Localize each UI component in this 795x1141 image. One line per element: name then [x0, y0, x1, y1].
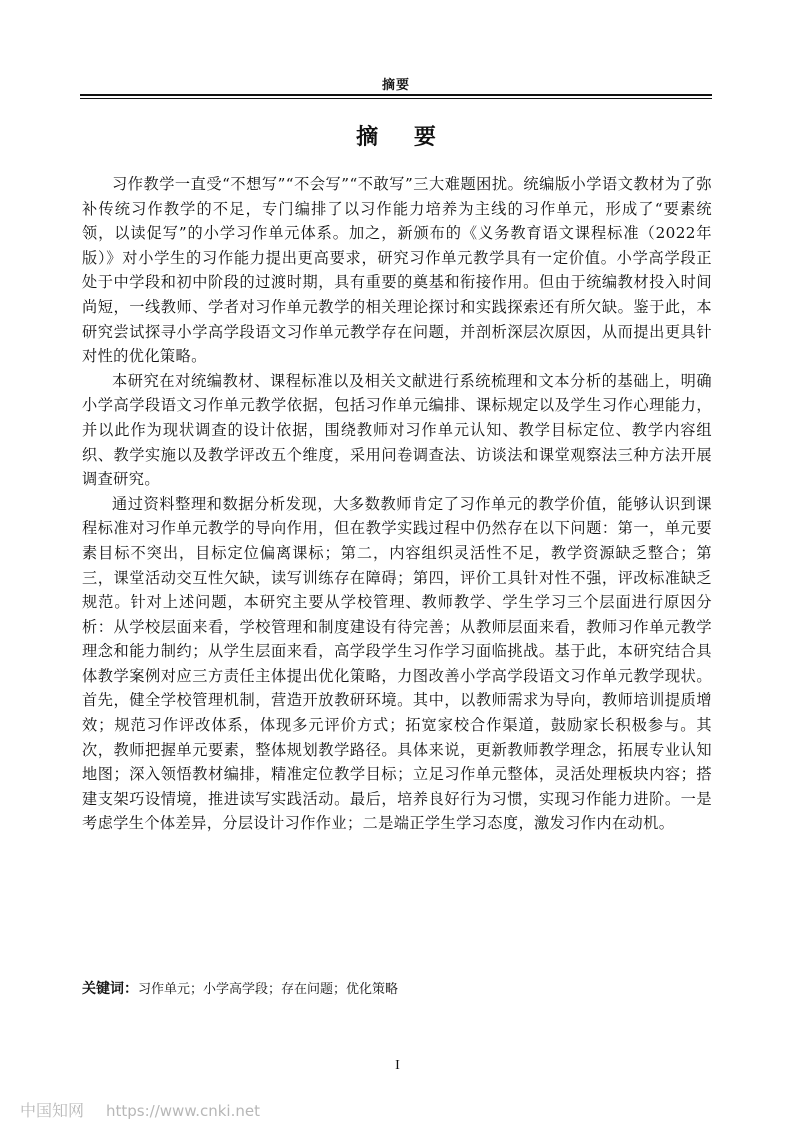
header-rule-thin: [80, 98, 712, 99]
keywords-terms: 习作单元；小学高学段；存在问题；优化策略: [138, 982, 399, 997]
abstract-paragraph-2: 本研究在对统编教材、课程标准以及相关文献进行系统梳理和文本分析的基础上，明确小学高学段语文习作单元教学依据，包括习作单元编排、课标规定以及学生习作心理能力，并以此作为现状调查的设计依据，围绕教师对习作单元认知、教学目标定位、教学内容组织、教学实施以及教学评改五个维度，采用问卷调查法、访谈法和课堂观察法三种方法开展调查研究。: [82, 371, 712, 489]
running-header: 摘要: [381, 78, 410, 93]
keywords-line: [82, 978, 398, 998]
abstract-paragraph-3: 通过资料整理和数据分析发现，大多数教师肯定了习作单元的教学价值，能够认识到课程标准对习作单元教学的导向作用，但在教学实践过程中仍然存在以下问题：第一，单元要素目标不突出，目标定位偏离课标；第二，内容组织灵活性不足，教学资源缺乏整合；第三，课堂活动交互性欠缺，读写训练存在障碍；第四，评价工具针对性不强，评改标准缺乏规范。针对上述问题，本研究主要从学校管理、教师教学、学生学习三个层面进行原因分析：从学校层面来看，学校管理和制度建设有待完善；从教师层面来看，教师习作单元教学理念和能力制约；从学生层面来看，高学段学生习作学习面临挑战。基于此，本研究结合具体教学案例对应三方责任主体提出优化策略，力图改善小学高学段语文习作单元教学现状。首先，健全学校管理机制，营造开放教研环境。其中，以教师需求为导向，教师培训提质增效；规范习作评改体系，体现多元评价方式；拓宽家校合作渠道，鼓励家长积极参与。其次，教师把握单元要素，整体规划教学路径。具体来说，更新教师教学理念，拓展专业认知地图；深入领悟教材编排，精准定位教学目标；立足习作单元整体，灵活处理板块内容；搭建支架巧设情境，推进读写实践活动。最后，培养良好行为习惯，实现习作能力进阶。一是考虑学生个体差异，分层设计习作作业；二是端正学生学习态度，激发习作内在动机。: [82, 494, 712, 833]
abstract-paragraph-1: 习作教学一直受“不想写”“不会写”“不敢写”三大难题困扰。统编版小学语文教材为了弥补传统习作教学的不足，专门编排了以习作能力培养为主线的习作单元，形成了“要素统领，以读促写”的小学习作单元体系。加之，新颁布的《义务教育语文课程标准（2022年版）》对小学生的习作能力提出更高要求，研究习作单元教学具有一定价值。小学高学段正处于中学段和初中阶段的过渡时期，具有重要的奠基和衔接作用。但由于统编教材投入时间尚短，一线教师、学者对习作单元教学的相关理论探讨和实践探索还有所欠缺。鉴于此，本研究尝试探寻小学高学段语文习作单元教学存在问题，并剖析深层次原因，从而提出更具针对性的优化策略。: [82, 175, 712, 366]
page-number: I: [395, 1058, 400, 1073]
cnki-watermark: [20, 1098, 260, 1121]
abstract-body: [82, 172, 712, 836]
keywords-label: 关键词：: [82, 981, 138, 997]
watermark-url: https://www.cnki.net: [106, 1102, 260, 1120]
header-rule: [80, 94, 712, 96]
abstract-title: 摘 要: [356, 125, 450, 150]
watermark-brand: 中国知网: [20, 1101, 85, 1120]
